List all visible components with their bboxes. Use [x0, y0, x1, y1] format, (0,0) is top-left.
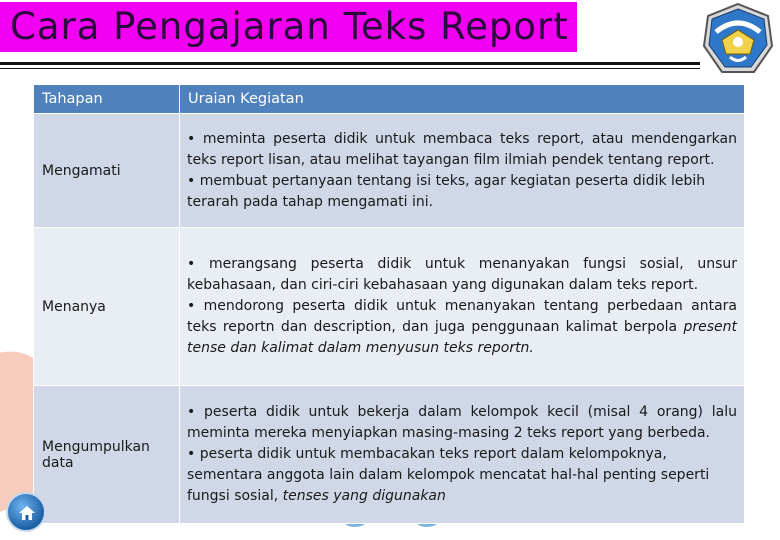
- stage-cell: Menanya: [34, 228, 180, 386]
- description-line: • peserta didik untuk bekerja dalam kelompok kecil (misal 4 orang) lalu meminta mereka menyiapkan masing-masing 2 teks report yang berbeda.: [187, 404, 737, 441]
- table-row: [34, 386, 745, 524]
- description-cell: [180, 386, 745, 524]
- title-divider: [0, 62, 700, 65]
- home-icon: [17, 503, 37, 523]
- teaching-steps-table: [33, 84, 745, 524]
- table-row: [34, 114, 745, 228]
- description-cell: [180, 228, 745, 386]
- title-divider-thin: [0, 68, 700, 69]
- stage-cell: Mengamati: [34, 114, 180, 228]
- description-italic-text: tenses yang digunakan: [282, 488, 446, 504]
- description-line: [187, 444, 737, 507]
- tut-wuri-handayani-logo-icon: [700, 2, 776, 78]
- description-line: • merangsang peserta didik untuk menanyakan fungsi sosial, unsur kebahasaan, dan ciri-ciri kebahasaan yang digunakan dalam teks report.: [187, 256, 737, 293]
- header-stage: Tahapan: [34, 85, 180, 114]
- title-banner: [0, 2, 577, 52]
- header-description: Uraian Kegiatan: [180, 85, 745, 114]
- stage-cell: Mengumpulkan data: [34, 386, 180, 524]
- page-title: Cara Pengajaran Teks Report: [10, 5, 569, 48]
- description-text: • mendorong peserta didik untuk menanyakan tentang perbedaan antara teks reportn dan description, dan juga penggunaan kalimat berpola: [187, 298, 737, 335]
- table-header-row: [34, 85, 745, 114]
- description-text: • peserta didik untuk membacakan teks report dalam kelompoknya, sementara anggota lain dalam kelompok mencatat hal-hal penting seperti fungsi sosial,: [187, 446, 710, 504]
- home-button[interactable]: [6, 492, 46, 532]
- description-line: • meminta peserta didik untuk membaca teks report, atau mendengarkan teks report lisan, atau melihat tayangan film ilmiah pendek tentang report.: [187, 130, 737, 168]
- description-cell: [180, 114, 745, 228]
- description-italic-text: present tense dan kalimat dalam menyusun teks reportn.: [187, 319, 738, 356]
- description-line: [187, 296, 737, 359]
- description-line: • membuat pertanyaan tentang isi teks, agar kegiatan peserta didik lebih terarah pada tahap mengamati ini.: [187, 172, 706, 210]
- table-row: [34, 228, 745, 386]
